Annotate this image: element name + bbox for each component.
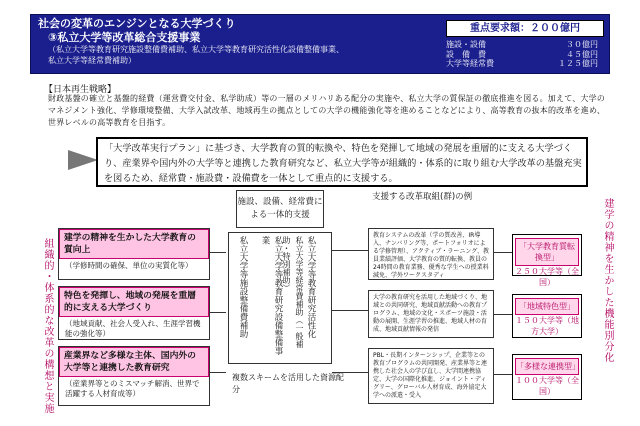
type-label: 「地域特色型」 <box>515 298 579 315</box>
theme-title: 産業界など多様な主体、国内外の大学等と連携した教育研究 <box>59 347 209 377</box>
theme-box <box>58 228 210 280</box>
header-note-2: 私立大学等経常費補助） <box>48 56 136 65</box>
theme-note: （産業界等とのミスマッチ解消、世界で活躍する人材育成等） <box>65 379 200 398</box>
reform-item: PBL・長期インターンシップ、企業等との教育プログラムの共同開発、産業界等と連携した社会人の学び直し、大学間連携協定、大学の国際化推進、ジョイント・ディグリー、グローバル人材育成、海外協定大学への派遣・受入 <box>368 348 494 404</box>
scheme-text: 複数スキームを活用した資源配分 <box>232 373 344 394</box>
arrow-right-icon <box>68 150 98 170</box>
connector-line <box>494 374 512 375</box>
theme-box <box>58 286 210 340</box>
type-label: 「大学教育質転換型」 <box>515 238 579 266</box>
budget-row <box>446 50 604 60</box>
support-column: 私立大学等経常費補助（一般補助・特別補助） <box>282 236 304 348</box>
strategy-text: 財政基盤の確立と基盤的経費（運営費交付金、私学助成）等の一層のメリハリある配分の実施や、私立大学の質保証の徹底推進を図る。加えて、大学のマネジメント強化、学修環境整備、大学入試改革、地域再生の拠点としての大学の機能強化等を進めることなどにより、高等教育の抜本的改革を進め、世界レベルの高等教育を目指す。 <box>48 94 606 127</box>
budget-value: ４５億円 <box>566 49 598 59</box>
budget-value: ３０億円 <box>566 40 598 49</box>
budget-breakdown <box>446 40 604 70</box>
theme-note: （地域貢献、社会人受入れ、生涯学習機能の強化等） <box>65 319 201 338</box>
reform-heading: 支援する改革取組(群)の例 <box>372 192 473 202</box>
theme-note: （学修時間の確保、単位の実質化等） <box>65 261 193 270</box>
type-count: １００大学等（全国） <box>515 376 579 396</box>
plan-text: 「大学改革実行プラン」に基づき、大学教育の質的転換や、特色を発揮して地域の発展を重層的に支える大学づくり、産業界や国内外の大学等と連携した教育研究など、私立大学等が組織的・体系的に取り組む大学改革の基盤充実を図るため、経常費・施設費・設備費を一体として重点的に支援する。 <box>104 143 582 184</box>
budget-label: 大学等経常費 <box>446 59 494 69</box>
type-box <box>512 294 582 338</box>
header-note-1: （私立大学等教育研究施設整備費補助、私立大学等教育研究活性化設備整備事業、 <box>48 45 344 54</box>
page-subtitle: ③私立大学等改革総合支援事業 <box>48 31 201 44</box>
support-column: 私立大学等教育研究設備整備事業 <box>260 236 283 355</box>
connector-line <box>332 310 368 311</box>
connector-line <box>494 252 512 253</box>
budget-total: 重点要求額：２００億円 <box>446 20 604 37</box>
right-vertical-label: 建学の精神を生かした機能別分化 <box>602 198 613 363</box>
type-count: ２５０大学等（全国） <box>515 267 579 287</box>
theme-title: 建学の精神を生かした大学教育の質向上 <box>59 229 209 259</box>
support-heading: 施設、設備、経常費による一体的支援 <box>236 190 324 228</box>
type-box <box>512 354 582 400</box>
connector-line <box>210 252 226 253</box>
page-title: 社会の変革のエンジンとなる大学づくり <box>38 17 236 30</box>
strategy-heading: 【日本再生戦略】 <box>44 85 117 95</box>
connector-line <box>332 372 368 373</box>
connector-line <box>210 372 226 373</box>
budget-row <box>446 59 604 69</box>
budget-label: 設 備 費 <box>446 49 486 59</box>
support-column: 私立大学等教育研究活性化 <box>306 236 316 338</box>
budget-label: 施設・設備 <box>446 40 486 49</box>
theme-box <box>58 346 210 406</box>
connector-line <box>494 314 512 315</box>
connector-line <box>210 312 226 313</box>
reform-item: 大学の教育研究を活用した地域づくり、地域との共同研究、地域貢献活動への教育プログラム、地域の文化・スポーツ施設・活動の展開、生涯学習の推進、地域人材の育成、地域貢献情報の発信 <box>368 290 494 338</box>
reform-item: 教育システムの改革（学の質改善、IR導入、ナンバリング等、ポートフォリオによる学修管理）、アクティブ・ラーニング、教員業績評価、大学教育の質的転換、教員の24時間の教育業務、優秀な学生への授業料減免、学外ワークスタディ <box>368 228 494 280</box>
connector-line <box>332 250 368 251</box>
type-label: 「多様な連携型」 <box>515 358 579 375</box>
budget-value: １２５億円 <box>558 59 598 69</box>
theme-title: 特色を発揮し、地域の発展を重層的に支える大学づくり <box>59 287 209 317</box>
budget-row <box>446 40 604 50</box>
type-box <box>512 234 582 287</box>
support-column: 私立大学等施設整備費補助 <box>238 236 248 338</box>
left-vertical-label: 組織的・体系的な改革の構想と実施 <box>42 238 53 414</box>
type-count: １５０大学等（地方大学） <box>515 316 579 336</box>
